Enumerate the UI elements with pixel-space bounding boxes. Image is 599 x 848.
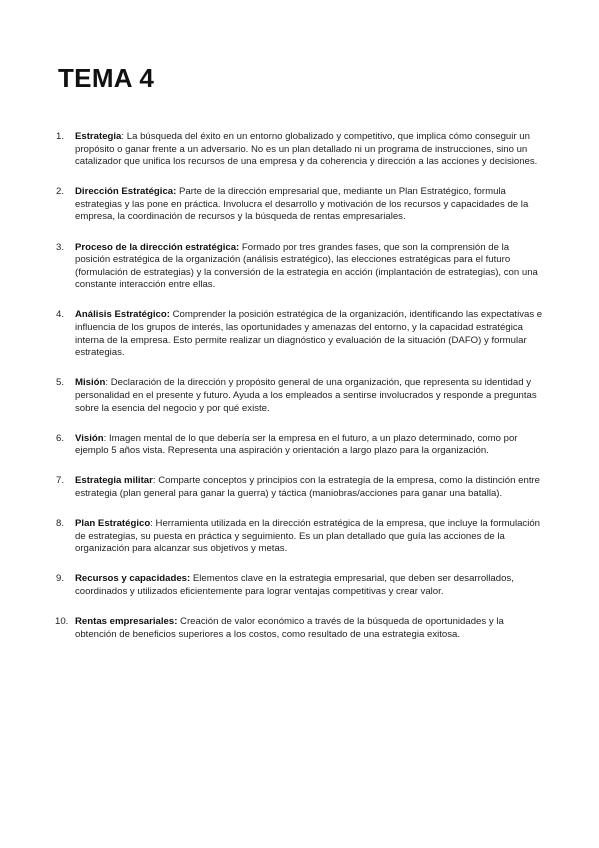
list-item xyxy=(56,433,546,458)
list-item xyxy=(56,186,546,224)
item-term: Estrategia xyxy=(75,131,122,142)
item-separator: : xyxy=(150,517,153,529)
item-definition: Formado por tres grandes fases, que son la comprensión de la posición estratégica de la organización (análisis estratégico), las elecciones estratégicas para el futuro (formulación de estrategias) y la conversión de la estrategia en acción (implantación de estrategias), con una constante interacción entre ellas. xyxy=(75,241,538,291)
item-term: Proceso de la dirección estratégica: xyxy=(75,241,240,253)
item-term: Plan Estratégico xyxy=(75,517,151,529)
item-term: Análisis Estratégico: xyxy=(75,309,170,321)
item-term: Rentas empresariales: xyxy=(75,615,178,627)
item-number: 7. xyxy=(56,475,65,487)
item-number: 4. xyxy=(56,309,65,321)
item-number: 3. xyxy=(56,241,65,253)
list-item xyxy=(56,242,546,292)
item-definition: Elementos clave en la estrategia empresarial, que deben ser desarrollados, coordinados y utilizados eficientemente para lograr ventajas competitivas y crear valor. xyxy=(75,573,514,597)
item-separator: : xyxy=(152,475,156,487)
item-number: 9. xyxy=(56,573,65,585)
item-number: 8. xyxy=(56,517,65,529)
item-definition: La búsqueda del éxito en un entorno globalizado y competitivo, que implica cómo conseguir un propósito o ganar frente a un adversario. No es un plan detallado ni un programa de instrucciones, sino un catalizador que unifica los recursos de una empresa y da coherencia y dirección a las acciones y decisiones. xyxy=(75,131,538,168)
item-number: 1. xyxy=(56,131,65,142)
item-term: Recursos y capacidades: xyxy=(75,573,191,585)
item-number: 2. xyxy=(56,186,65,198)
item-separator: : xyxy=(121,131,125,142)
item-separator: : xyxy=(103,432,107,444)
item-number: 10. xyxy=(55,615,69,627)
item-definition: Imagen mental de lo que debería ser la empresa en el futuro, a un plazo determinado, como por ejemplo 5 años vista. Representa una aspiración y orientación a largo plazo para la organización. xyxy=(75,432,518,457)
item-definition: Comparte conceptos y principios con la estrategia de la empresa, como la distinción entre estrategia (plan general para ganar la guerra) y táctica (maniobras/acciones para ganar una batalla). xyxy=(75,475,541,499)
list-item xyxy=(56,131,546,169)
item-definition: Comprender la posición estratégica de la organización, identificando las expectativas e influencia de los grupos de interés, las oportunidades y amenazas del entorno, y la capacidad estratégica interna de la empresa. Esto permite realizar un diagnóstico y evaluación de la situación (DAFO) y formular estrategias. xyxy=(75,309,543,359)
item-definition: Creación de valor económico a través de la búsqueda de oportunidades y la obtención de beneficios superiores a los costos, como resultado de una estrategia exitosa. xyxy=(75,615,504,640)
item-term: Estrategia militar xyxy=(75,475,153,487)
item-number: 6. xyxy=(56,432,65,444)
item-separator: : xyxy=(105,377,109,389)
item-term: Misión xyxy=(75,377,106,389)
item-term: Visión xyxy=(75,432,104,444)
item-definition: Declaración de la dirección y propósito general de una organización, que representa su identidad y personalidad en el presente y futuro. Ayuda a los empleados a sentirse involucrados y responde a preguntas sobre la esencia del negocio y por qué existe. xyxy=(75,377,537,414)
item-definition: Herramienta utilizada en la dirección estratégica de la empresa, que incluye la formulación de estrategias, su puesta en práctica y seguimiento. Es un plan detallado que guía las acciones de la organización para alcanzar sus objetivos y metas. xyxy=(75,517,541,555)
list-item xyxy=(56,475,546,500)
list-item xyxy=(56,616,546,641)
item-term: Dirección Estratégica: xyxy=(75,186,177,198)
definition-list xyxy=(56,131,546,659)
item-definition: Parte de la dirección empresarial que, mediante un Plan Estratégico, formula estrategias y las pone en práctica. Involucra el desarrollo y motivación de los recursos y capacidades de la empresa, la coordinación de recursos y la búsqueda de rentas empresariales. xyxy=(75,186,529,223)
page-title: TEMA 4 xyxy=(58,63,155,93)
list-item xyxy=(56,573,546,598)
list-item xyxy=(56,309,546,359)
item-number: 5. xyxy=(56,377,65,389)
list-item xyxy=(56,377,546,415)
list-item xyxy=(56,518,546,556)
